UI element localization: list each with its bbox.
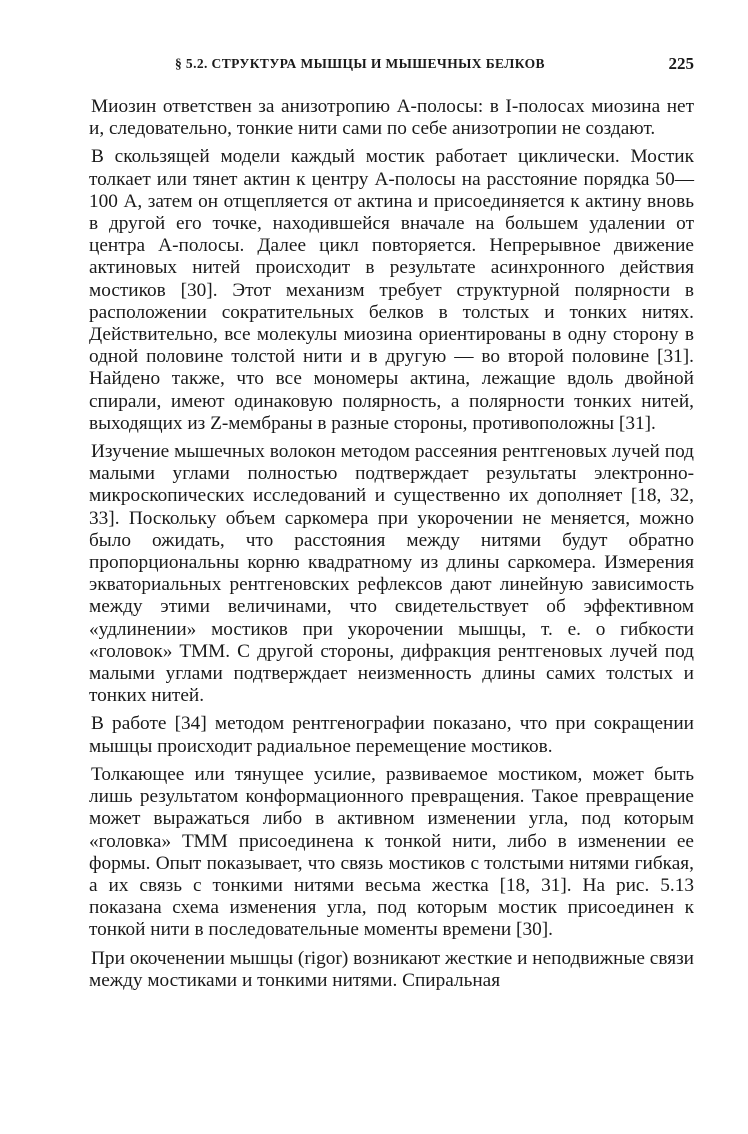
- running-title: § 5.2. СТРУКТУРА МЫШЦЫ И МЫШЕЧНЫХ БЕЛКОВ: [175, 56, 545, 71]
- page-number: 225: [668, 54, 694, 73]
- paragraph: В скользящей модели каждый мостик работает циклически. Мостик толкает или тянет актин к центру А-полосы на расстояние порядка 50—100 А, затем он отщепляется от актина и присоединяется к актину вновь в другой его точке, находившейся вначале на большем удалении от центра А-полосы. Далее цикл повторяется. Непрерывное движение актиновых нитей происходит в результате асинхронного действия мостиков [30]. Этот механизм требует структурной полярности в расположении сократительных белков в толстых и тонких нитях. Действительно, все молекулы миозина ориентированы в одну сторону в одной половине толстой нити и в другую — во второй половине [31]. Найдено также, что все мономеры актина, лежащие вдоль двойной спирали, имеют одинаковую полярность, а полярности тонких нитей, выходящих из Z-мембраны в разные стороны, противоположны [31].: [89, 146, 694, 434]
- paragraph: Изучение мышечных волокон методом рассеяния рентгеновых лучей под малыми углами полностью подтверждает результаты электронно-микроскопических исследований и существенно их дополняет [18, 32, 33]. Поскольку объем саркомера при укорочении не меняется, можно было ожидать, что расстояния между нитями будут обратно пропорциональны корню квадратному из длины саркомера. Измерения экваториальных рентгеновских рефлексов дают линейную зависимость между этими величинами, что свидетельствует об эффективном «удлинении» мостиков при укорочении мышцы, т. е. о гибкости «головок» ТММ. С другой стороны, дифракция рентгеновых лучей под малыми углами подтверждает неизменность длины самих толстых и тонких нитей.: [89, 441, 694, 707]
- running-head: [89, 54, 694, 80]
- body-text: [89, 96, 694, 992]
- paragraph: Толкающее или тянущее усилие, развиваемое мостиком, может быть лишь результатом конформационного превращения. Такое превращение может выражаться либо в активном изменении угла, под которым «головка» ТММ присоединена к тонкой нити, либо в изменении ее формы. Опыт показывает, что связь мостиков с толстыми нитями гибкая, а их связь с тонкими нитями весьма жестка [18, 31]. На рис. 5.13 показана схема изменения угла, под которым мостик присоединен к тонкой нити в последовательные моменты времени [30].: [89, 763, 694, 941]
- paragraph: В работе [34] методом рентгенографии показано, что при сокращении мышцы происходит радиальное перемещение мостиков.: [89, 713, 694, 757]
- paragraph: При окоченении мышцы (rigor) возникают жесткие и неподвижные связи между мостиками и тонкими нитями. Спиральная: [89, 947, 694, 991]
- paragraph: Миозин ответствен за анизотропию А-полосы: в I-полосах миозина нет и, следовательно, тонкие нити сами по себе анизотропии не создают.: [89, 96, 694, 140]
